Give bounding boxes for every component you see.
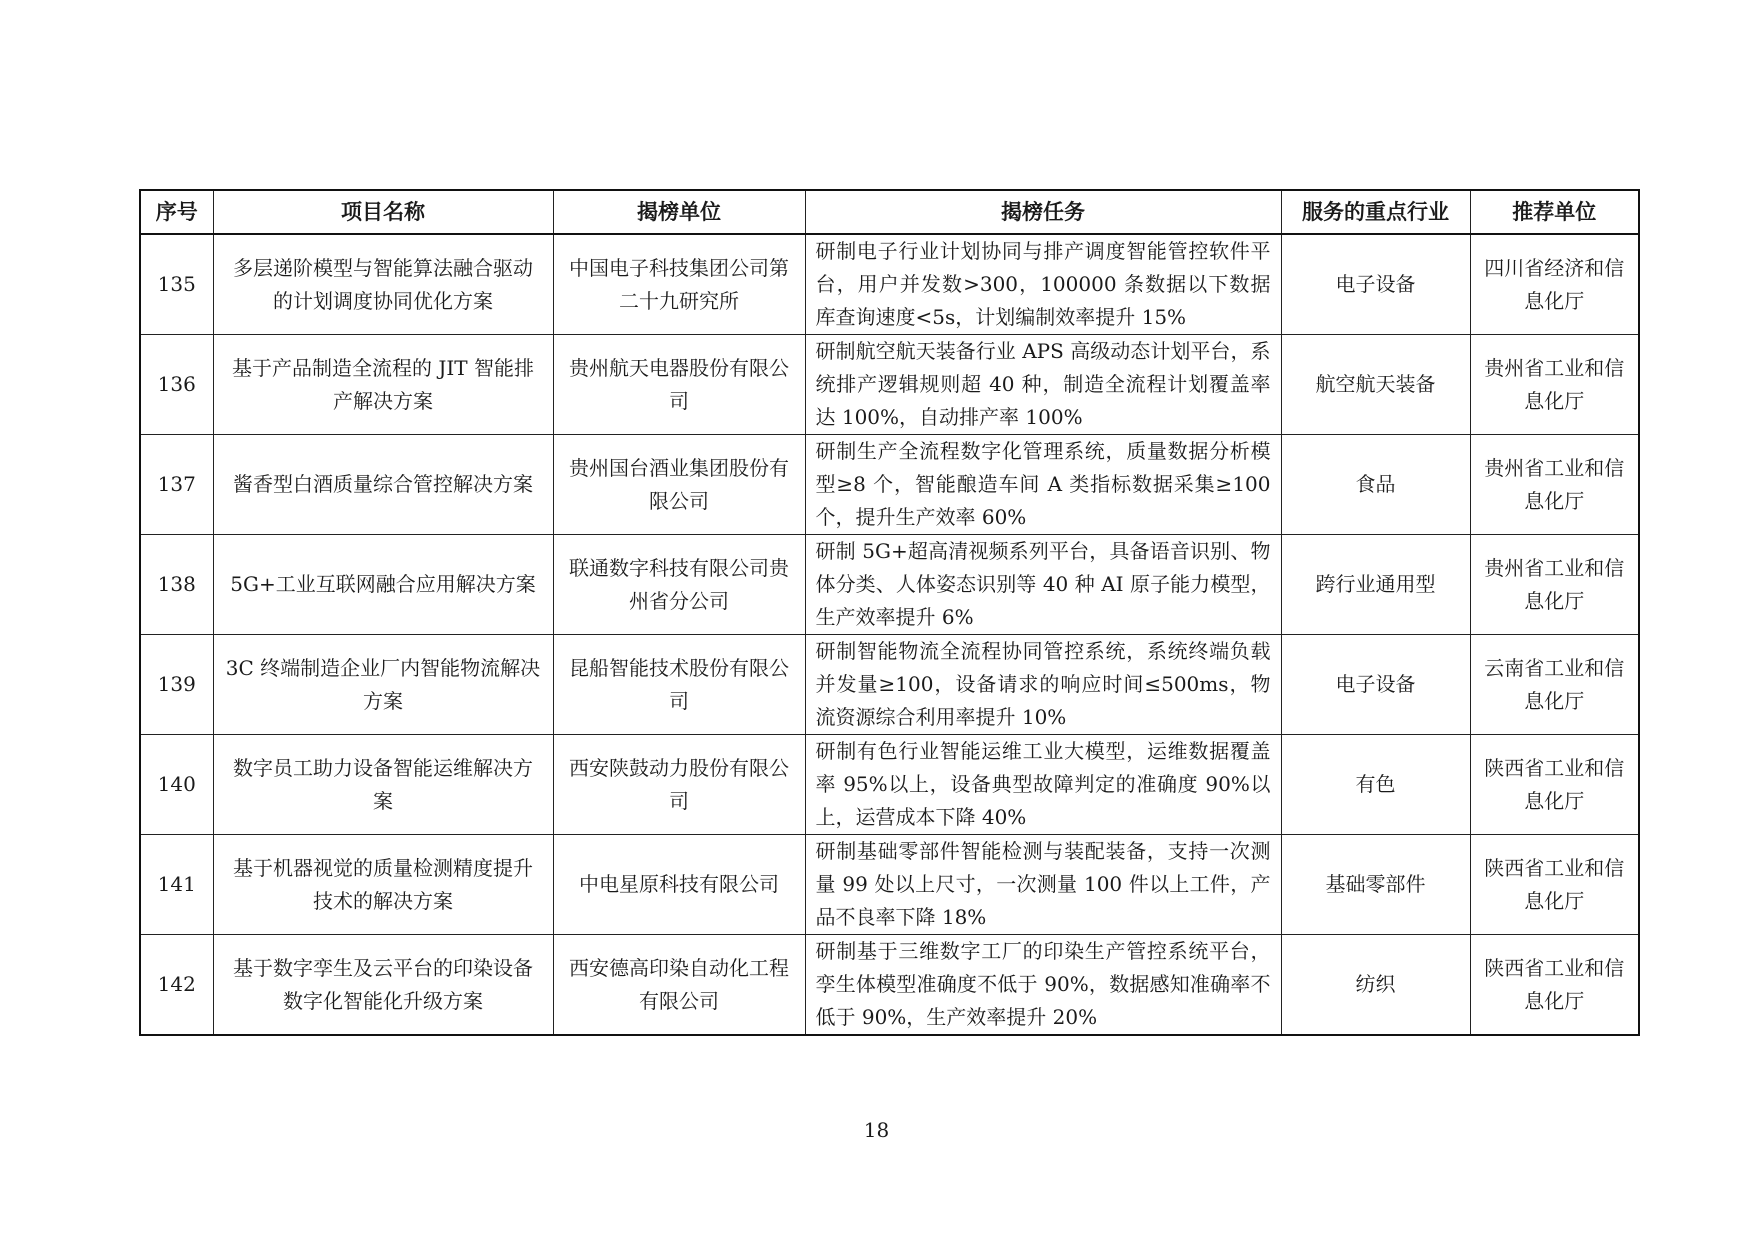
header-project-name: 项目名称 [213,190,553,234]
cell-no: 139 [140,635,213,735]
projects-table [139,189,1640,1036]
cell-organization: 中电星原科技有限公司 [553,835,805,935]
cell-task: 研制航空航天装备行业 APS 高级动态计划平台，系统排产逻辑规则超 40 种，制造全流程计划覆盖率达 100%，自动排产率 100% [805,335,1281,435]
cell-no: 138 [140,535,213,635]
cell-task: 研制基础零部件智能检测与装配装备，支持一次测量 99 处以上尺寸，一次测量 100 件以上工件，产品不良率下降 18% [805,835,1281,935]
cell-project-name: 3C 终端制造企业厂内智能物流解决方案 [213,635,553,735]
cell-project-name: 酱香型白酒质量综合管控解决方案 [213,435,553,535]
cell-project-name: 5G+工业互联网融合应用解决方案 [213,535,553,635]
cell-organization: 西安陕鼓动力股份有限公司 [553,735,805,835]
table-row [140,435,1639,535]
header-industry: 服务的重点行业 [1281,190,1470,234]
cell-no: 140 [140,735,213,835]
cell-recommender: 陕西省工业和信息化厅 [1470,835,1639,935]
cell-no: 135 [140,234,213,335]
cell-task: 研制基于三维数字工厂的印染生产管控系统平台，孪生体模型准确度不低于 90%，数据感知准确率不低于 90%，生产效率提升 20% [805,935,1281,1036]
header-organization: 揭榜单位 [553,190,805,234]
cell-task: 研制生产全流程数字化管理系统，质量数据分析模型≥8 个，智能酿造车间 A 类指标数据采集≥100 个，提升生产效率 60% [805,435,1281,535]
cell-project-name: 多层递阶模型与智能算法融合驱动的计划调度协同优化方案 [213,234,553,335]
cell-organization: 昆船智能技术股份有限公司 [553,635,805,735]
table-row [140,335,1639,435]
cell-project-name: 基于数字孪生及云平台的印染设备数字化智能化升级方案 [213,935,553,1036]
cell-recommender: 四川省经济和信息化厅 [1470,234,1639,335]
cell-no: 136 [140,335,213,435]
cell-organization: 中国电子科技集团公司第二十九研究所 [553,234,805,335]
cell-recommender: 贵州省工业和信息化厅 [1470,435,1639,535]
table-body [140,234,1639,1035]
cell-no: 141 [140,835,213,935]
cell-organization: 贵州国台酒业集团股份有限公司 [553,435,805,535]
cell-industry: 跨行业通用型 [1281,535,1470,635]
cell-project-name: 基于机器视觉的质量检测精度提升技术的解决方案 [213,835,553,935]
table-row [140,535,1639,635]
cell-recommender: 贵州省工业和信息化厅 [1470,535,1639,635]
header-no: 序号 [140,190,213,234]
cell-project-name: 基于产品制造全流程的 JIT 智能排产解决方案 [213,335,553,435]
table-header [140,190,1639,234]
cell-recommender: 陕西省工业和信息化厅 [1470,935,1639,1036]
table-row [140,635,1639,735]
cell-industry: 电子设备 [1281,635,1470,735]
cell-industry: 有色 [1281,735,1470,835]
cell-industry: 食品 [1281,435,1470,535]
cell-organization: 西安德高印染自动化工程有限公司 [553,935,805,1036]
cell-industry: 纺织 [1281,935,1470,1036]
cell-task: 研制智能物流全流程协同管控系统，系统终端负载并发量≥100，设备请求的响应时间≤500ms，物流资源综合利用率提升 10% [805,635,1281,735]
header-task: 揭榜任务 [805,190,1281,234]
cell-no: 142 [140,935,213,1036]
cell-task: 研制有色行业智能运维工业大模型，运维数据覆盖率 95%以上，设备典型故障判定的准确度 90%以上，运营成本下降 40% [805,735,1281,835]
cell-task: 研制电子行业计划协同与排产调度智能管控软件平台，用户并发数>300，100000 条数据以下数据库查询速度<5s，计划编制效率提升 15% [805,234,1281,335]
cell-recommender: 贵州省工业和信息化厅 [1470,335,1639,435]
cell-task: 研制 5G+超高清视频系列平台，具备语音识别、物体分类、人体姿态识别等 40 种 AI 原子能力模型，生产效率提升 6% [805,535,1281,635]
table-row [140,234,1639,335]
cell-industry: 基础零部件 [1281,835,1470,935]
cell-recommender: 云南省工业和信息化厅 [1470,635,1639,735]
table-row [140,735,1639,835]
header-row [140,190,1639,234]
cell-no: 137 [140,435,213,535]
table-row [140,935,1639,1036]
table-row [140,835,1639,935]
cell-organization: 贵州航天电器股份有限公司 [553,335,805,435]
cell-industry: 航空航天装备 [1281,335,1470,435]
cell-recommender: 陕西省工业和信息化厅 [1470,735,1639,835]
header-recommender: 推荐单位 [1470,190,1639,234]
cell-organization: 联通数字科技有限公司贵州省分公司 [553,535,805,635]
cell-industry: 电子设备 [1281,234,1470,335]
cell-project-name: 数字员工助力设备智能运维解决方案 [213,735,553,835]
page-number: 18 [863,1118,890,1142]
